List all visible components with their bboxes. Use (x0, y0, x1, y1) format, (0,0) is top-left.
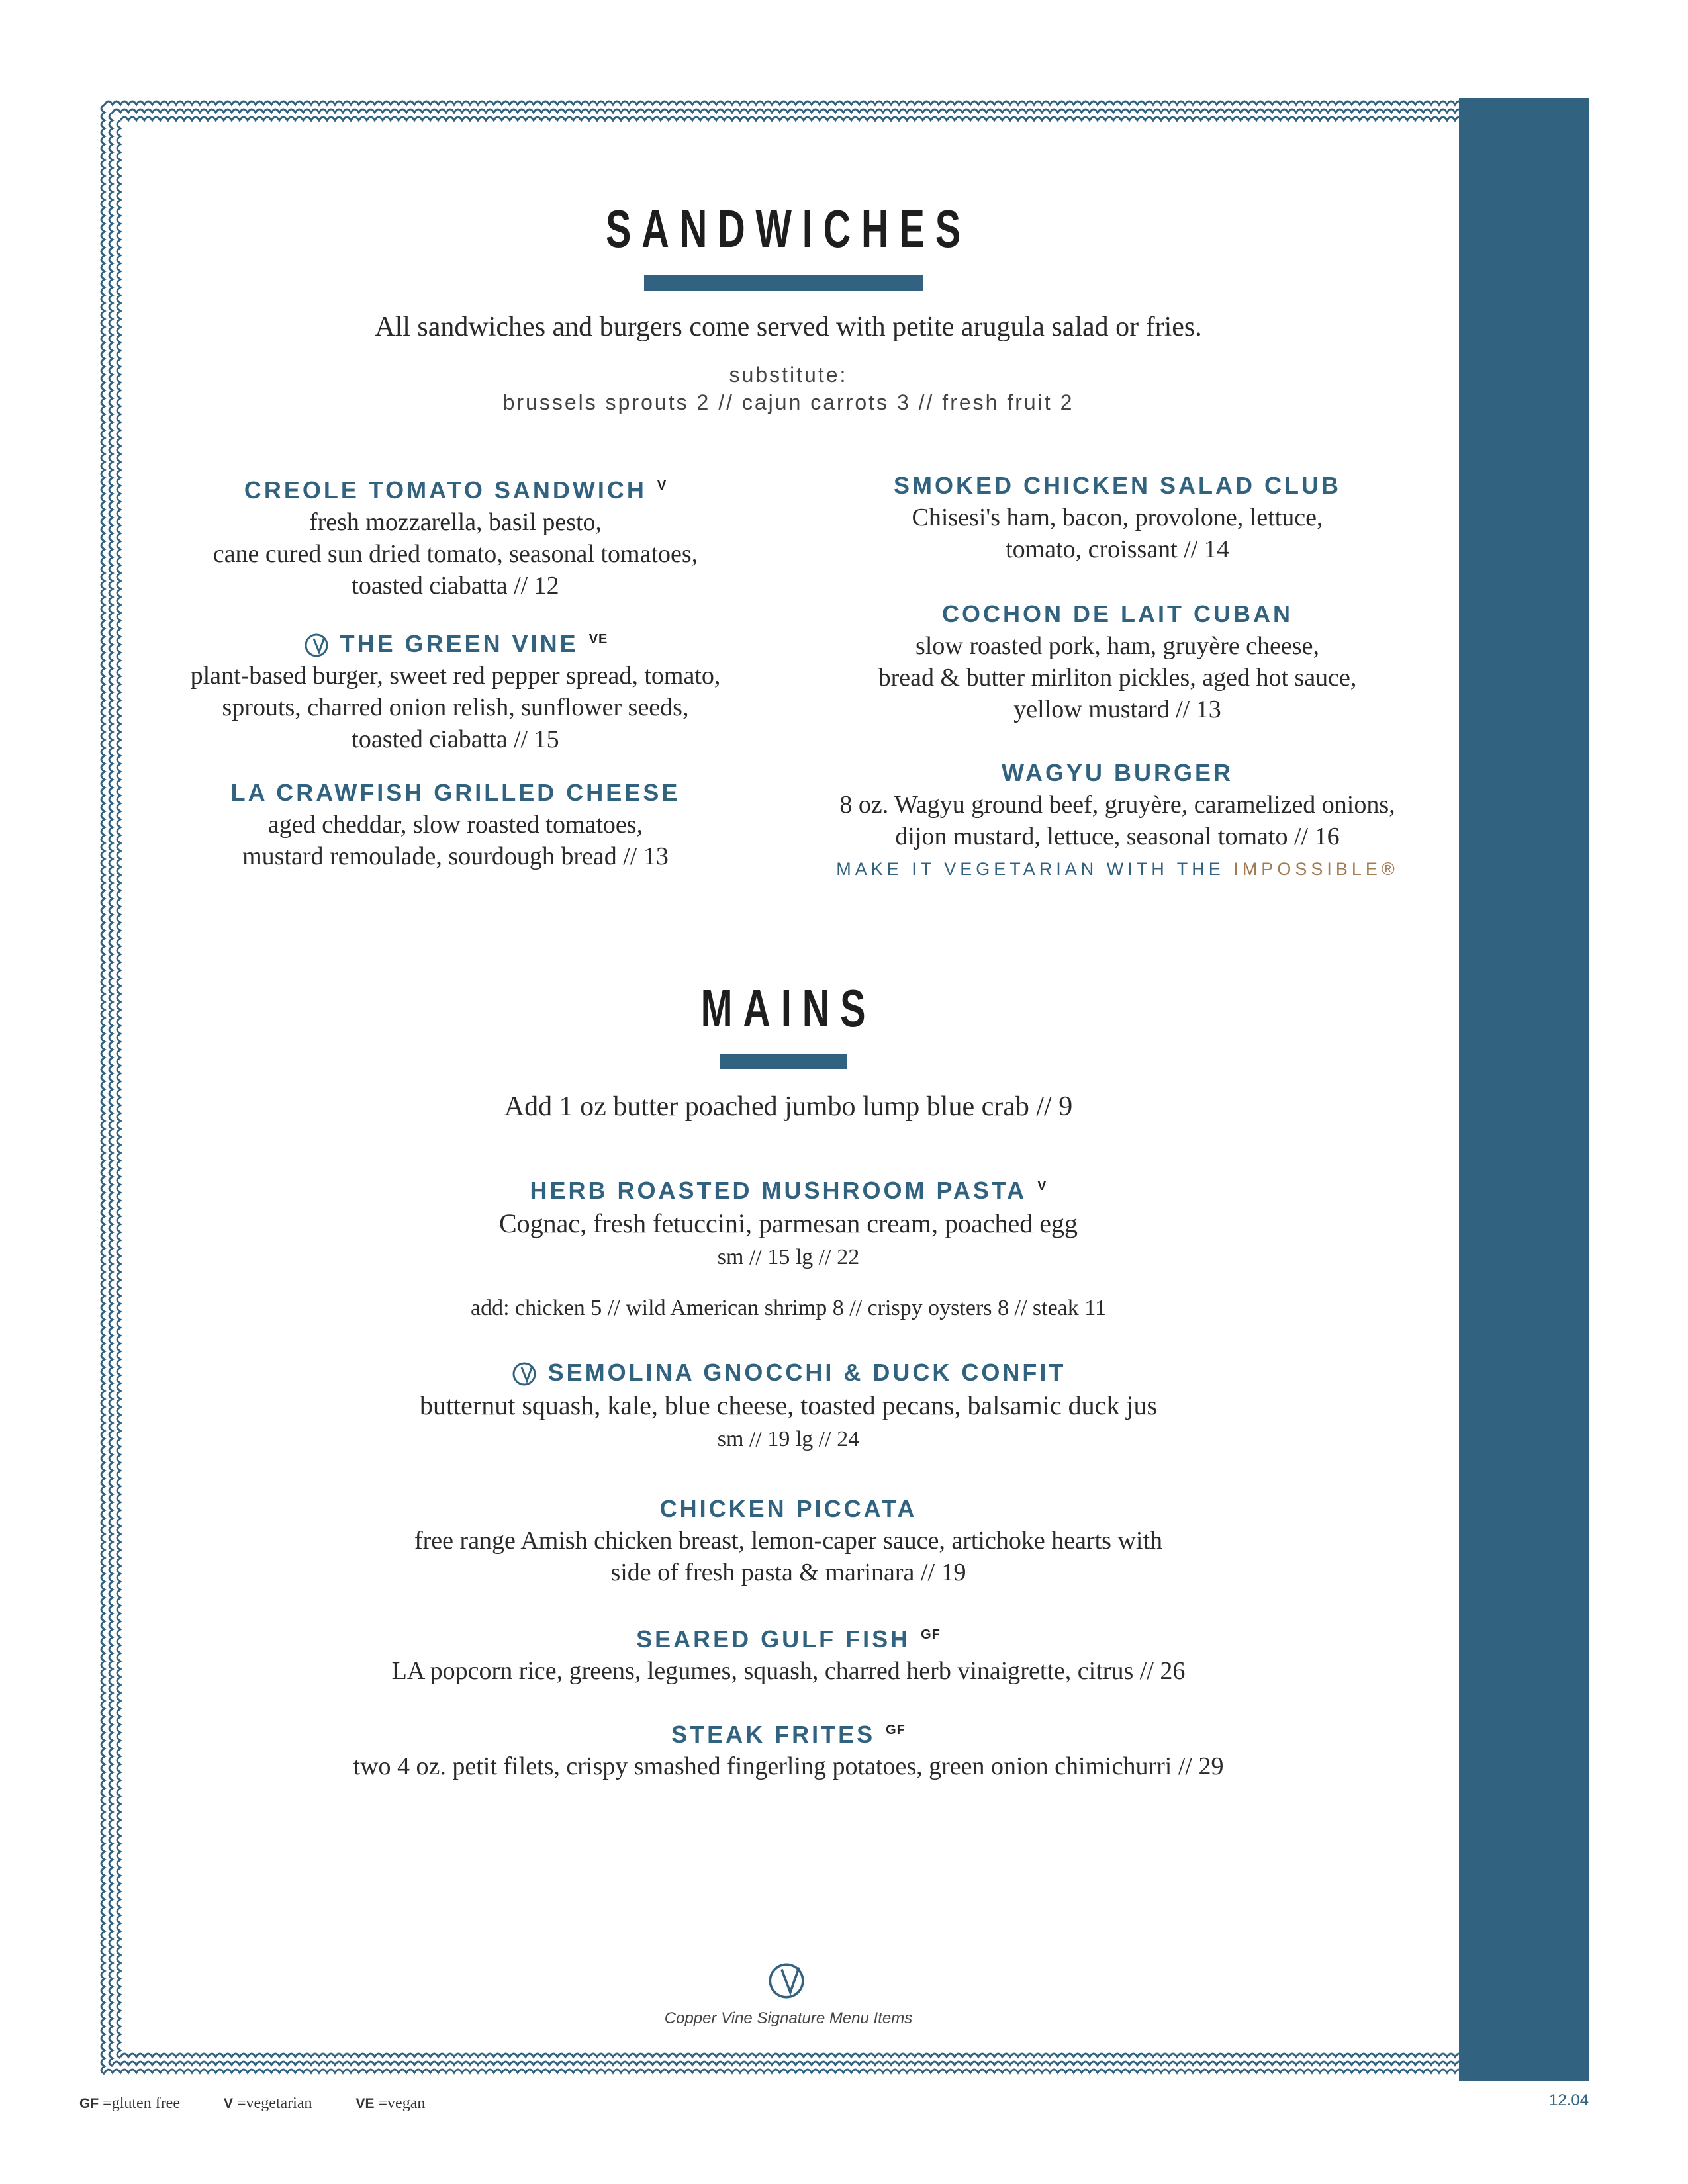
item-desc: plant-based burger, sweet red pepper spread, tomato, (190, 662, 721, 690)
mains-add-note: Add 1 oz butter poached jumbo lump blue crab // 9 (504, 1091, 1073, 1122)
border-wave (117, 120, 120, 2058)
item-name: SEARED GULF FISH $^{GF}$ (636, 1625, 941, 1653)
sandwiches-left-column (124, 470, 786, 1066)
legend-ve: VE =vegan (355, 2095, 426, 2112)
item-name: CREOLE TOMATO SANDWICH $^V$ (244, 477, 667, 504)
vegetarian-note: MAKE IT VEGETARIAN WITH THE IMPOSSIBLE® (836, 859, 1399, 879)
item-desc: free range Amish chicken breast, lemon-caper sauce, artichoke hearts with (414, 1527, 1162, 1555)
item-desc: slow roasted pork, ham, gruyère cheese, (915, 632, 1319, 660)
menu-item (786, 598, 1448, 725)
signature-mark (124, 1958, 1452, 2007)
item-name: SEMOLINA GNOCCHI & DUCK CONFIT (124, 1357, 1452, 1388)
mains-addons: add: chicken 5 // wild American shrimp 8 // crispy oysters 8 // steak 11 (470, 1296, 1106, 1320)
gluten-free-tag: GF (886, 1723, 906, 1737)
menu-item (124, 1619, 1452, 1687)
border-wave (113, 2062, 1460, 2065)
item-desc: Chisesi's ham, bacon, provolone, lettuce, (912, 504, 1323, 531)
item-desc: fresh mozzarella, basil pesto, (308, 508, 602, 536)
item-desc: tomato, croissant // 14 (1006, 535, 1229, 563)
signature-label: Copper Vine Signature Menu Items (664, 2009, 913, 2027)
item-desc: side of fresh pasta & marinara // 19 (610, 1559, 966, 1586)
copper-vine-logo-icon (303, 631, 332, 660)
copper-vine-logo-icon (511, 1359, 540, 1388)
menu-item (786, 757, 1448, 880)
menu-item (124, 470, 786, 602)
item-desc: Cognac, fresh fetuccini, parmesan cream, poached egg (498, 1208, 1078, 1238)
menu-item (124, 1357, 1452, 1452)
item-name: CHICKEN PICCATA (659, 1495, 917, 1522)
diet-legend (79, 2095, 465, 2113)
menu-item (786, 470, 1448, 565)
item-price: sm // 19 lg // 24 (717, 1427, 860, 1452)
item-name: COCHON DE LAIT CUBAN (942, 600, 1293, 627)
menu-item (124, 777, 786, 872)
border-wave (101, 105, 105, 2074)
substitute-options: brussels sprouts 2 // cajun carrots 3 // fresh fruit 2 (502, 390, 1074, 414)
item-desc: toasted ciabatta // 12 (352, 572, 559, 600)
item-desc: LA popcorn rice, greens, legumes, squash, charred herb vinaigrette, citrus // 26 (391, 1657, 1186, 1685)
item-name: STEAK FRITES $^{GF}$ (671, 1721, 906, 1748)
menu-item (124, 1714, 1452, 1782)
substitute-label: substitute: (729, 363, 848, 387)
mains-divider (720, 1054, 847, 1069)
item-desc: toasted ciabatta // 15 (352, 725, 559, 754)
item-desc: dijon mustard, lettuce, seasonal tomato // 16 (895, 823, 1340, 850)
menu-version: 12.04 (1549, 2091, 1589, 2109)
vegan-tag: VE (588, 632, 608, 647)
item-desc: 8 oz. Wagyu ground beef, gruyère, caramelized onions, (839, 791, 1395, 819)
copper-vine-logo-icon (767, 1958, 810, 2004)
impossible-brand: IMPOSSIBLE® (1233, 859, 1399, 879)
sandwiches-intro: All sandwiches and burgers come served with petite arugula salad or fries. (375, 312, 1202, 342)
mains-title: MAINS (700, 979, 876, 1038)
item-desc: mustard remoulade, sourdough bread // 13 (242, 842, 669, 870)
item-price: sm // 15 lg // 22 (717, 1245, 860, 1269)
gluten-free-tag: GF (921, 1627, 941, 1642)
menu-item (124, 1493, 1452, 1588)
item-desc: sprouts, charred onion relish, sunflower seeds, (222, 694, 689, 722)
item-name: THE GREEN VINE $^{VE}$ (124, 623, 786, 660)
menu-item (124, 623, 786, 755)
item-name: SMOKED CHICKEN SALAD CLUB (894, 472, 1341, 499)
item-desc: yellow mustard // 13 (1013, 696, 1221, 723)
border-wave (105, 2070, 1460, 2073)
menu-content (124, 124, 1452, 2054)
item-desc: bread & butter mirliton pickles, aged hot sauce, (878, 664, 1357, 692)
border-wave (113, 109, 1460, 113)
item-desc: two 4 oz. petit filets, crispy smashed fingerling potatoes, green onion chimichurri // 29 (353, 1752, 1224, 1780)
item-name: HERB ROASTED MUSHROOM PASTA $^V$ (530, 1177, 1047, 1204)
sidebar-band (1459, 98, 1589, 2081)
vegetarian-tag: V (657, 478, 667, 493)
legend-v: V =vegetarian (223, 2095, 312, 2112)
menu-item (124, 1170, 1452, 1270)
item-desc: cane cured sun dried tomato, seasonal tomatoes, (212, 540, 698, 568)
vegetarian-tag: V (1037, 1179, 1047, 1193)
border-wave (109, 113, 113, 2066)
sandwiches-divider (644, 275, 923, 291)
legend-gf: GF =gluten free (79, 2095, 180, 2112)
item-desc: aged cheddar, slow roasted tomatoes, (267, 811, 643, 839)
sandwiches-title: SANDWICHES (605, 199, 972, 258)
item-desc: butternut squash, kale, blue cheese, toasted pecans, balsamic duck jus (419, 1390, 1158, 1421)
border-wave (120, 117, 1460, 120)
border-wave (105, 101, 1460, 105)
item-name: LA CRAWFISH GRILLED CHEESE (230, 779, 680, 806)
sandwiches-right-column (786, 470, 1448, 1066)
item-name: WAGYU BURGER (1001, 759, 1233, 786)
